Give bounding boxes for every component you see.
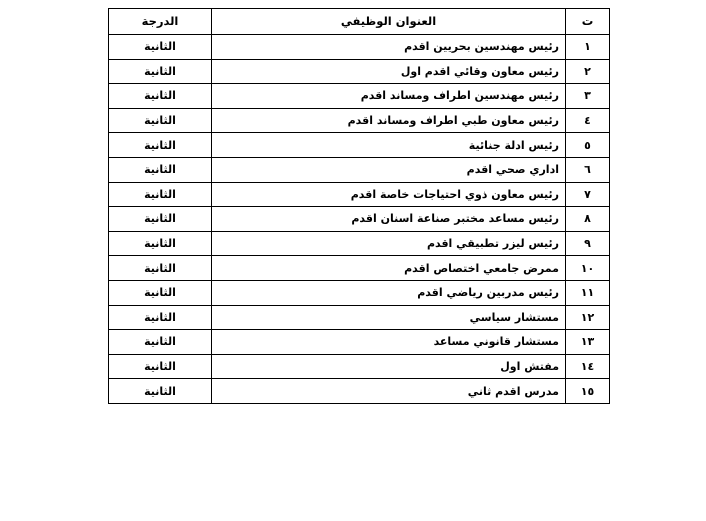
row-job-title: مستشار قانوني مساعد [212,330,566,355]
row-job-title: رئيس مهندسين اطراف ومساند اقدم [212,84,566,109]
row-number: ٣ [566,84,610,109]
row-job-title: اداري صحي اقدم [212,157,566,182]
table-row [109,133,610,158]
table-row [109,207,610,232]
row-grade: الثانية [109,379,212,404]
row-number: ١٥ [566,379,610,404]
header-number: ت [566,9,610,35]
row-number: ٨ [566,207,610,232]
row-job-title: رئيس معاون وقائي اقدم اول [212,59,566,84]
table-row [109,182,610,207]
table-header-row [109,9,610,35]
row-grade: الثانية [109,256,212,281]
row-job-title: رئيس معاون ذوي احتياجات خاصة اقدم [212,182,566,207]
table-row [109,354,610,379]
row-grade: الثانية [109,133,212,158]
row-grade: الثانية [109,354,212,379]
row-job-title: رئيس ليزر تطبيقي اقدم [212,231,566,256]
row-job-title: رئيس مهندسين بحريين اقدم [212,35,566,60]
row-job-title: مفتش اول [212,354,566,379]
document-page [108,8,609,404]
table-row [109,108,610,133]
table-row [109,84,610,109]
row-grade: الثانية [109,108,212,133]
job-titles-table [108,8,610,404]
table-body [109,35,610,404]
row-number: ١٠ [566,256,610,281]
row-job-title: رئيس معاون طبي اطراف ومساند اقدم [212,108,566,133]
table-row [109,59,610,84]
table-row [109,280,610,305]
table-row [109,305,610,330]
table-row [109,379,610,404]
row-number: ٧ [566,182,610,207]
row-number: ٤ [566,108,610,133]
row-grade: الثانية [109,280,212,305]
row-number: ١٣ [566,330,610,355]
row-grade: الثانية [109,231,212,256]
row-grade: الثانية [109,59,212,84]
table-row [109,35,610,60]
row-number: ١ [566,35,610,60]
row-number: ٦ [566,157,610,182]
table-row [109,157,610,182]
row-grade: الثانية [109,207,212,232]
row-grade: الثانية [109,330,212,355]
row-number: ٢ [566,59,610,84]
header-grade: الدرجة [109,9,212,35]
row-job-title: رئيس مدربين رياضي اقدم [212,280,566,305]
row-grade: الثانية [109,35,212,60]
row-number: ١١ [566,280,610,305]
row-grade: الثانية [109,84,212,109]
row-grade: الثانية [109,157,212,182]
row-job-title: مستشار سياسي [212,305,566,330]
row-number: ٩ [566,231,610,256]
row-job-title: رئيس ادلة جنائية [212,133,566,158]
row-grade: الثانية [109,182,212,207]
header-job-title: العنوان الوظيفي [212,9,566,35]
row-job-title: مدرس اقدم ثاني [212,379,566,404]
table-row [109,330,610,355]
row-number: ٥ [566,133,610,158]
table-row [109,231,610,256]
row-number: ١٤ [566,354,610,379]
row-job-title: رئيس مساعد مختبر صناعة اسنان اقدم [212,207,566,232]
table-row [109,256,610,281]
row-job-title: ممرض جامعي اختصاص اقدم [212,256,566,281]
row-grade: الثانية [109,305,212,330]
row-number: ١٢ [566,305,610,330]
